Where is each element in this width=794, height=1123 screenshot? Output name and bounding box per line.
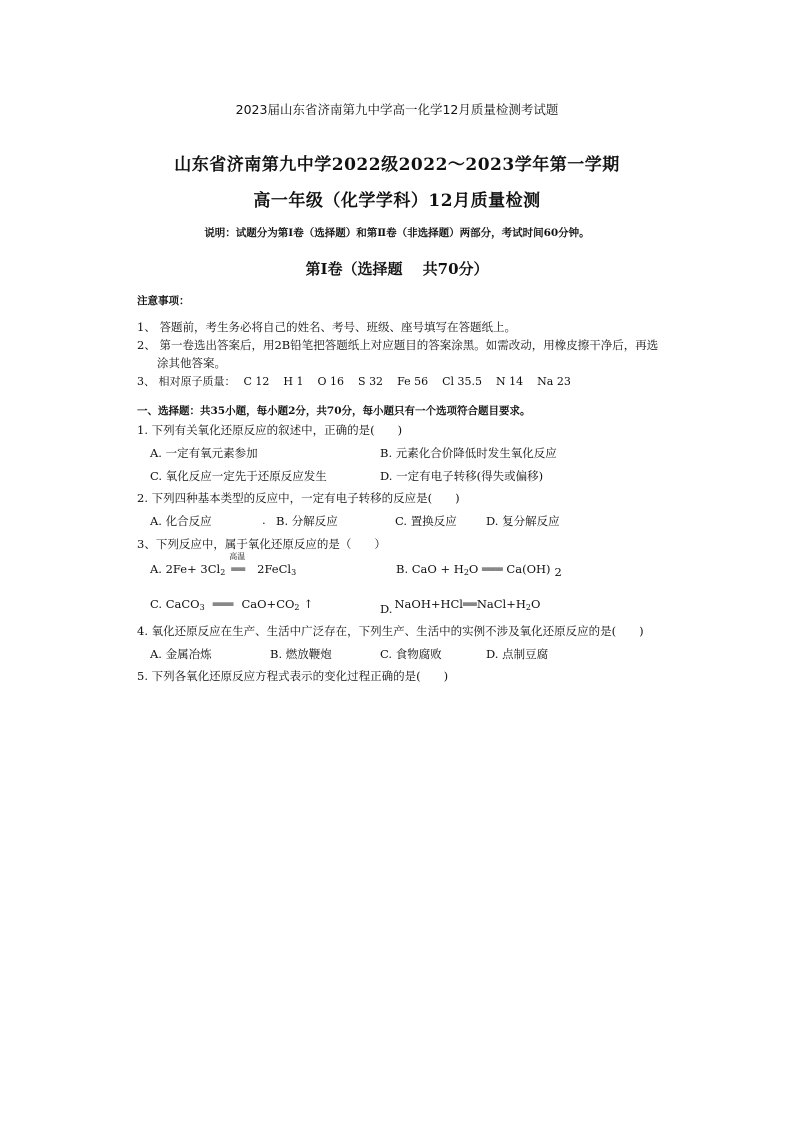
mass-fe: Fe 56 [397, 375, 429, 388]
notice-item-3 [137, 373, 585, 389]
document-title: 2023届山东省济南第九中学高一化学12月质量检测考试题 [235, 102, 559, 117]
mass-s: S 32 [358, 375, 384, 388]
question-4-option-b: B. 燃放鞭炮 [270, 647, 332, 661]
question-4-option-c: C. 食物腐败 [380, 647, 442, 661]
mass-na: Na 23 [537, 375, 571, 388]
question-1-stem: 1. 下列有关氧化还原反应的叙述中，正确的是( ) [137, 423, 403, 437]
notice-item-2-cont: 涂其他答案。 [157, 356, 226, 370]
question-3-option-d [380, 597, 541, 616]
mass-c: C 12 [243, 375, 270, 388]
question-4-option-d: D. 点制豆腐 [486, 647, 549, 661]
question-3-option-c [150, 597, 313, 612]
notice-item-1: 1、 答题前，考生务必将自己的姓名、考号、班级、座号填写在答题纸上。 [137, 320, 516, 334]
option-c-reactant: C. CaCO [150, 597, 200, 611]
mass-n: N 14 [496, 375, 524, 388]
question-3-option-b [396, 562, 562, 577]
question-3-stem: 3、下列反应中，属于氧化还原反应的是（ ） [137, 537, 386, 551]
question-2-option-a: A. 化合反应 [150, 514, 212, 528]
option-d-equation: NaOH+HCl══NaCl+H [394, 597, 526, 611]
question-1-option-b: B. 元素化合价降低时发生氧化反应 [380, 446, 557, 460]
mass-h: H 1 [283, 375, 304, 388]
mass-label: 3、 相对原子质量： [137, 375, 236, 388]
notice-item-2: 2、 第一卷选出答案后，用2B铅笔把答题纸上对应题目的答案涂黑。如需改动，用橡皮擦干净后，再选 [137, 338, 659, 352]
option-c-arrow: ═══ [212, 597, 234, 611]
question-5-stem: 5. 下列各氧化还原反应方程式表示的变化过程正确的是( ) [137, 669, 449, 683]
option-c-gas-arrow: ↑ [303, 597, 314, 611]
option-a-product: 2FeCl [257, 562, 292, 576]
question-2-stem: 2. 下列四种基本类型的反应中，一定有电子转移的反应是( ) [137, 491, 460, 505]
option-b-sub: 2 [463, 568, 469, 577]
question-2-option-b: B. 分解反应 [276, 514, 338, 528]
part1-title: 一、选择题：共35小题，每小题2分，共70分，每小题只有一个选项符合题目要求。 [137, 405, 531, 417]
exam-instruction: 说明：试题分为第Ⅰ卷（选择题）和第Ⅱ卷（非选择题）两部分，考试时间60分钟。 [204, 227, 590, 239]
question-4-option-a: A. 金属冶炼 [150, 647, 212, 661]
mass-cl: Cl 35.5 [442, 375, 483, 388]
question-2-option-c: C. 置换反应 [395, 514, 457, 528]
notice-title: 注意事项： [137, 295, 190, 307]
mass-o: O 16 [317, 375, 345, 388]
question-1-option-a: A. 一定有氧元素参加 [150, 446, 258, 460]
option-a-arrow [229, 552, 246, 576]
option-c-product-sub: 2 [294, 603, 300, 612]
option-c-sub: 3 [199, 603, 205, 612]
question-1-option-c: C. 氧化反应一定先于还原反应发生 [150, 469, 327, 483]
question-4-stem: 4. 氧化还原反应在生产、生活中广泛存在，下列生产、生活中的实例不涉及氧化还原反应的是( ) [137, 624, 644, 638]
exam-heading-grade: 高一年级（化学学科）12月质量检测 [253, 191, 541, 211]
option-b-end: 2 [554, 565, 562, 579]
option-d-end: O [531, 597, 541, 611]
question-3-option-a [150, 552, 297, 577]
option-c-product: CaO+CO [241, 597, 295, 611]
option-d-label: D. [380, 602, 393, 616]
question-2-option-d: D. 复分解反应 [486, 514, 560, 528]
option-b-eq: O ═══ Ca(OH) [468, 562, 551, 576]
exam-heading-school: 山东省济南第九中学2022级2022～2023学年第一学期 [174, 155, 620, 175]
section-title: 第Ⅰ卷（选择题 共70分） [305, 260, 489, 278]
option-a-condition: 高温 [229, 552, 246, 561]
question-2-dot: . [262, 513, 266, 527]
question-1-option-d: D. 一定有电子转移(得失或偏移) [380, 469, 544, 483]
option-a-reactants: A. 2Fe+ 3Cl [150, 562, 221, 576]
option-b-reactants: B. CaO + H [396, 562, 464, 576]
option-a-equals: ══ [231, 562, 246, 576]
option-a-product-sub: 3 [291, 568, 297, 577]
option-a-sub: 2 [220, 568, 226, 577]
option-d-sub: 2 [525, 603, 531, 612]
